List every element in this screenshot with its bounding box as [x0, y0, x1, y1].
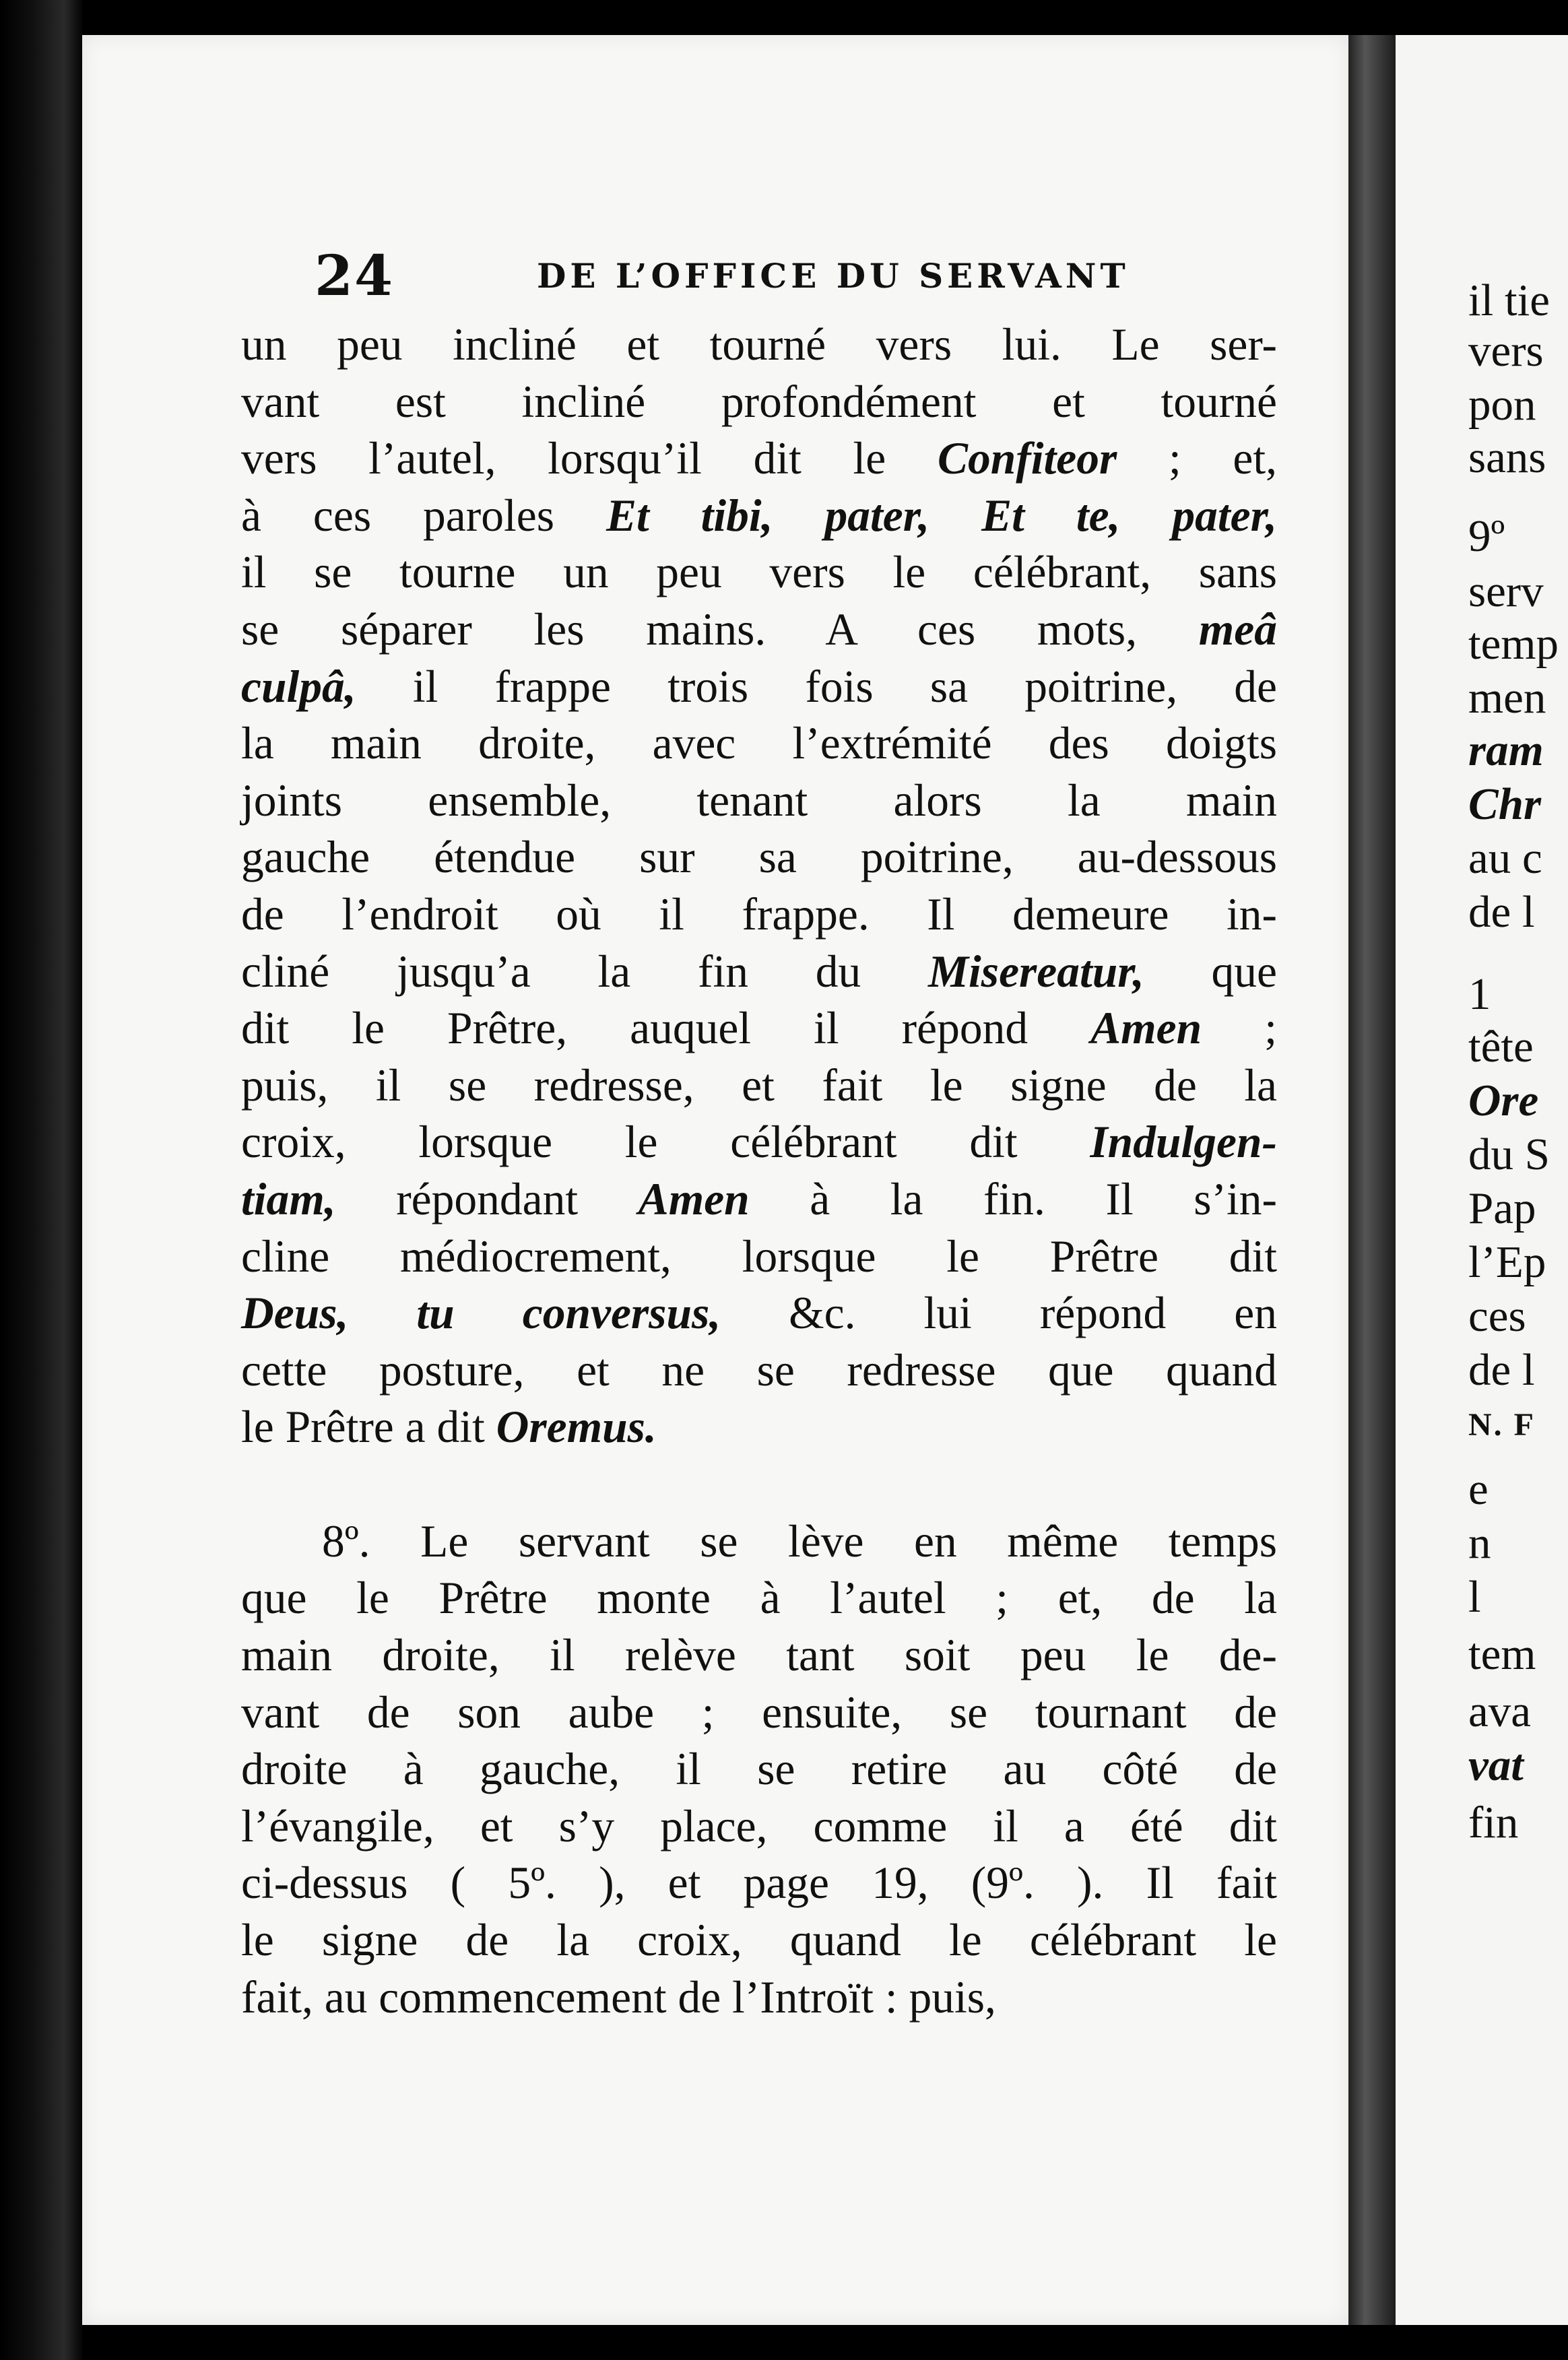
text-run: de l’endroit où il frappe. Il demeure in-: [241, 888, 1277, 940]
italic-run: Amen: [1090, 1003, 1202, 1054]
italic-run: Et tibi, pater, Et te, pater,: [606, 490, 1277, 541]
text-line: [241, 1228, 1277, 1286]
text-line: [241, 886, 1277, 944]
text-line: [241, 944, 1277, 1001]
facing-page-fragment: men: [1468, 673, 1546, 723]
text-line: [241, 773, 1277, 830]
text-run: ; et,: [1117, 433, 1277, 484]
text-line: [241, 1000, 1277, 1057]
text-run: se séparer les mains. A ces mots,: [241, 603, 1199, 655]
page-number: 24: [315, 244, 395, 308]
text-line: [241, 1399, 1277, 1456]
left-binding-edge: [0, 0, 82, 2360]
facing-page-fragment: pon: [1468, 380, 1536, 430]
text-line: [241, 1171, 1277, 1228]
italic-run: Oremus.: [496, 1402, 657, 1453]
text-line: [241, 1114, 1277, 1171]
facing-page-fragment: ces: [1468, 1291, 1526, 1341]
text-run: ci-dessus ( 5º. ), et page 19, (9º. ). Il fait: [241, 1858, 1277, 1909]
text-run: droite à gauche, il se retire au côté de: [241, 1744, 1277, 1795]
italic-run: meâ: [1198, 603, 1277, 655]
text-line: [241, 488, 1277, 545]
text-run: ;: [1202, 1003, 1277, 1054]
facing-page-fragment: il tie: [1468, 275, 1550, 325]
italic-run: tiam,: [241, 1173, 336, 1224]
facing-page-fragment: de l: [1468, 1345, 1535, 1395]
text-run: vers l’autel, lorsqu’il dit le: [241, 433, 938, 484]
text-line: [241, 1855, 1277, 1912]
paragraph: [241, 317, 1277, 1456]
text-line: [241, 1741, 1277, 1798]
text-line: [241, 1513, 1277, 1571]
text-line: [241, 1798, 1277, 1856]
facing-page-fragment: au c: [1468, 833, 1542, 883]
facing-page-fragment: e: [1468, 1464, 1489, 1514]
text-line: [241, 1057, 1277, 1115]
text-run: cette posture, et ne se redresse que quand: [241, 1344, 1277, 1396]
text-line: [241, 1342, 1277, 1400]
facing-page-fragment: sans: [1468, 432, 1546, 482]
text-run: croix, lorsque le célébrant dit: [241, 1117, 1090, 1168]
facing-page-fragment: 1: [1468, 969, 1491, 1019]
text-run: à ces paroles: [241, 490, 606, 541]
text-run: joints ensemble, tenant alors la main: [241, 775, 1277, 826]
text-run: gauche étendue sur sa poitrine, au-dessous: [241, 832, 1277, 883]
text-run: l’évangile, et s’y place, comme il a été dit: [241, 1800, 1277, 1851]
facing-page-fragment: Ore: [1468, 1076, 1539, 1125]
text-run: puis, il se redresse, et fait le signe de la: [241, 1059, 1277, 1111]
text-line: [241, 374, 1277, 431]
facing-page-fragment: l’Ep: [1468, 1237, 1546, 1287]
italic-run: Indulgen-: [1090, 1117, 1277, 1168]
facing-page-fragment: tem: [1468, 1629, 1536, 1679]
facing-page-fragment: Pap: [1468, 1183, 1536, 1233]
text-run: un peu incliné et tourné vers lui. Le ser-: [241, 319, 1277, 370]
italic-run: culpâ,: [241, 661, 356, 712]
text-line: [241, 317, 1277, 374]
text-line: [241, 1969, 1277, 2027]
facing-page-fragment: fin: [1468, 1798, 1519, 1847]
italic-run: Deus, tu conversus,: [241, 1288, 721, 1339]
text-run: à la fin. Il s’in-: [749, 1173, 1277, 1224]
facing-page-fragment: tête: [1468, 1022, 1534, 1072]
text-run: il frappe trois fois sa poitrine, de: [356, 661, 1277, 712]
text-run: il se tourne un peu vers le célébrant, sans: [241, 547, 1277, 598]
text-line: [241, 430, 1277, 488]
text-run: main droite, il relève tant soit peu le de-: [241, 1630, 1277, 1681]
text-line: [241, 659, 1277, 716]
facing-page-fragment: ram: [1468, 725, 1544, 775]
text-line: [241, 1570, 1277, 1627]
facing-page-fragment: du S: [1468, 1129, 1550, 1179]
paragraph-gap: [241, 1456, 1277, 1513]
text-line: [241, 1627, 1277, 1684]
facing-page-fragment: l: [1468, 1572, 1481, 1622]
facing-page-fragment: n: [1468, 1518, 1491, 1568]
facing-page-fragment: 9º: [1468, 511, 1505, 561]
running-head-title: DE L’OFFICE DU SERVANT: [537, 256, 1130, 296]
italic-run: Amen: [638, 1173, 750, 1224]
text-run: cliné jusqu’a la fin du: [241, 946, 929, 997]
text-run: &c. lui répond en: [721, 1288, 1277, 1339]
italic-run: Misereatur,: [928, 946, 1144, 997]
text-run: que: [1144, 946, 1277, 997]
paragraph: [241, 1513, 1277, 2026]
text-line: [241, 1912, 1277, 1969]
facing-page-fragment: vers: [1468, 326, 1544, 376]
facing-page-fragment: ava: [1468, 1686, 1531, 1736]
text-line: [241, 1684, 1277, 1742]
text-run: le Prêtre a dit: [241, 1402, 496, 1453]
running-head: [82, 244, 1348, 308]
text-run: fait, au commencement de l’Introït : puis,: [241, 1971, 996, 2023]
main-text-block: [241, 317, 1277, 2026]
facing-page-fragment: de l: [1468, 887, 1535, 937]
text-line: [241, 601, 1277, 659]
page-gutter: [1348, 35, 1396, 2325]
text-line: [241, 1285, 1277, 1342]
text-run: vant de son aube ; ensuite, se tournant de: [241, 1686, 1277, 1738]
text-run: la main droite, avec l’extrémité des doigts: [241, 718, 1277, 769]
italic-run: Confiteor: [937, 433, 1117, 484]
facing-page-fragment: serv: [1468, 566, 1544, 616]
text-run: répondant: [335, 1173, 639, 1224]
text-run: vant est incliné profondément et tourné: [241, 376, 1277, 427]
text-run: cline médiocrement, lorsque le Prêtre dit: [241, 1231, 1277, 1282]
facing-page-fragment: N. F: [1468, 1407, 1536, 1443]
text-run: le signe de la croix, quand le célébrant le: [241, 1915, 1277, 1966]
facing-page-fragment: vat: [1468, 1740, 1524, 1790]
text-run: que le Prêtre monte à l’autel ; et, de la: [241, 1573, 1277, 1624]
facing-page-fragment: Chr: [1468, 779, 1542, 829]
facing-page-fragment: temp: [1468, 619, 1559, 669]
text-line: [241, 829, 1277, 886]
text-run: 8º. Le servant se lève en même temps: [322, 1515, 1277, 1567]
text-run: dit le Prêtre, auquel il répond: [241, 1003, 1091, 1054]
text-line: [241, 715, 1277, 773]
text-line: [241, 544, 1277, 601]
